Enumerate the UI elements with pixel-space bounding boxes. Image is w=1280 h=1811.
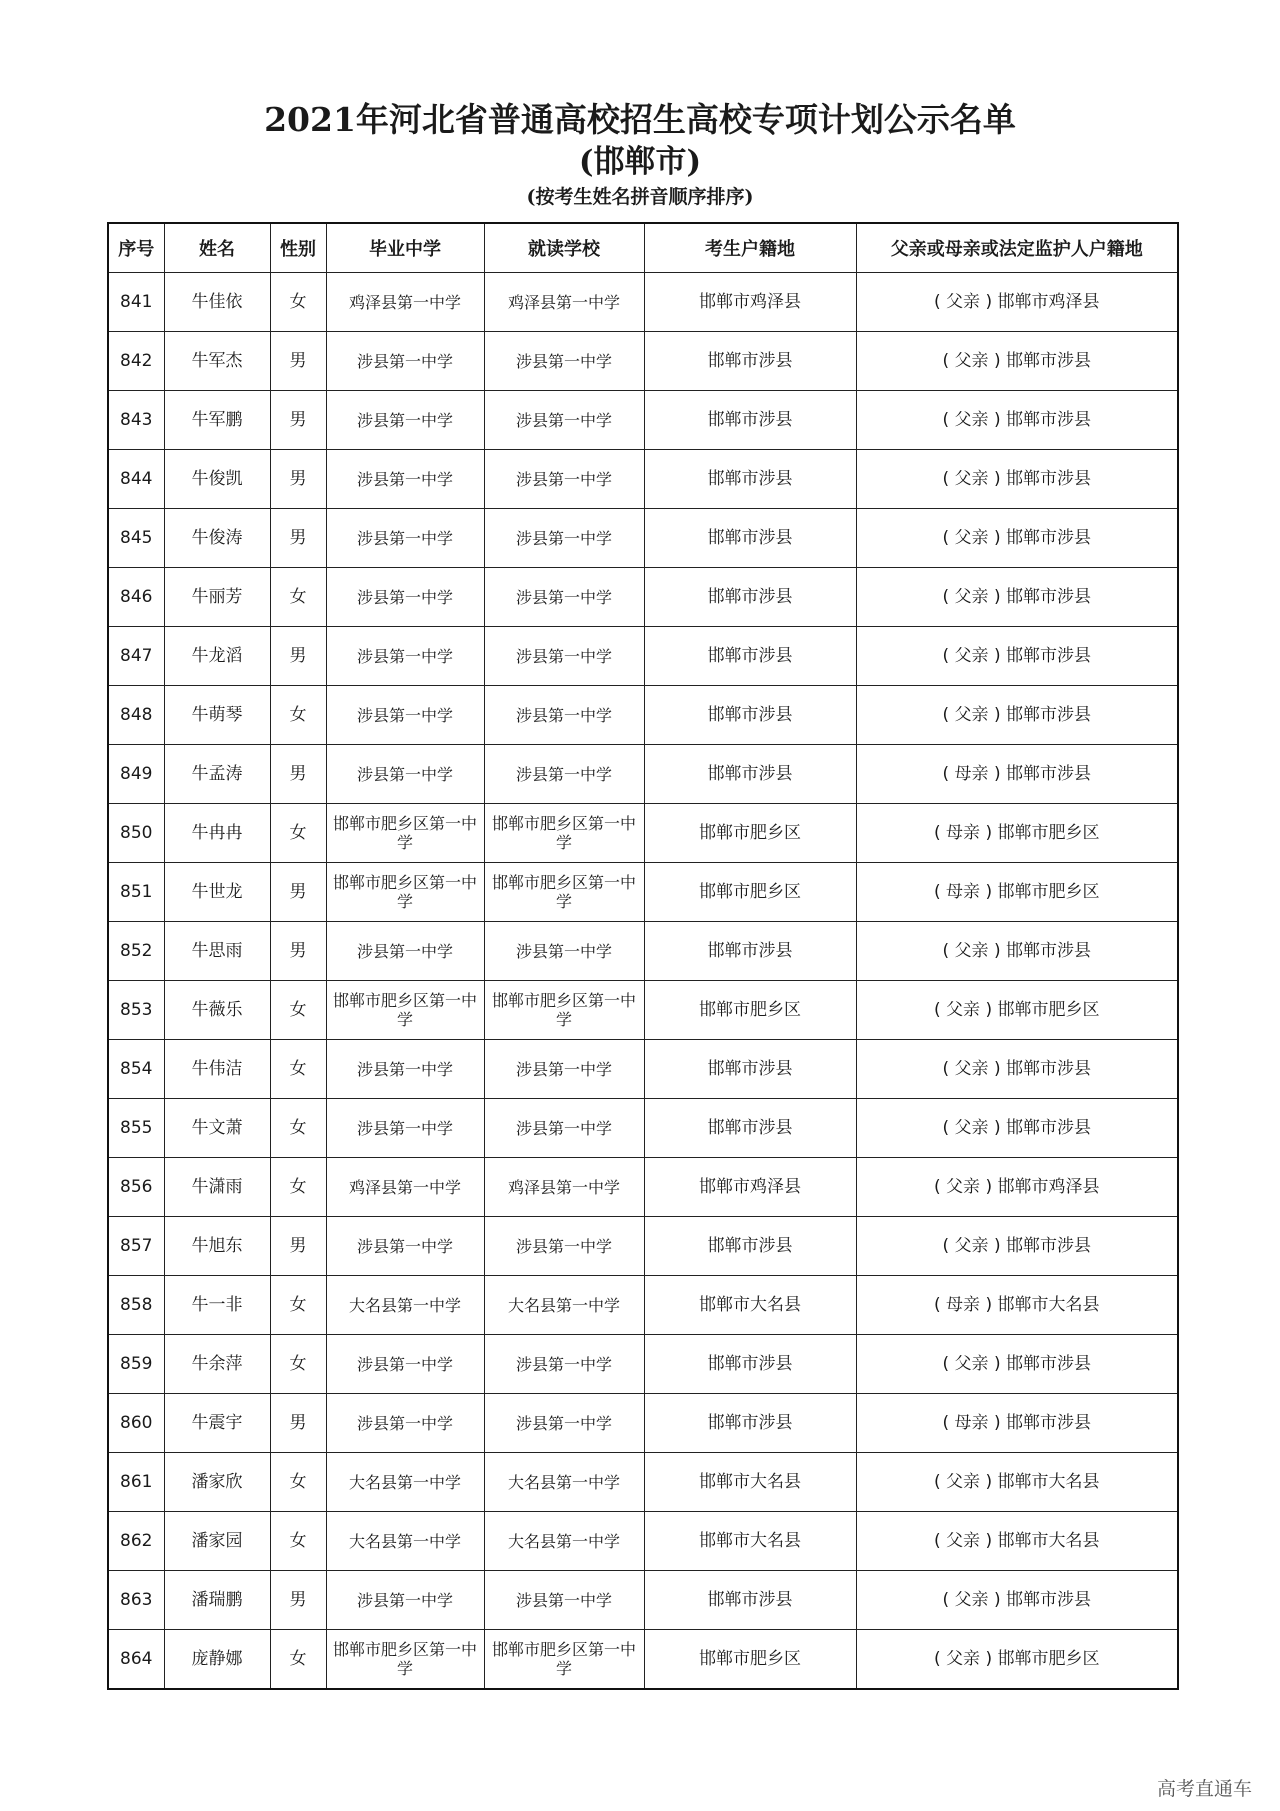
cell-name: 牛孟涛 (164, 745, 270, 804)
cell-guardian-hukou: ( 母亲 ) 邯郸市涉县 (856, 745, 1178, 804)
cell-no: 860 (108, 1394, 164, 1453)
cell-no: 842 (108, 332, 164, 391)
cell-guardian-hukou: ( 父亲 ) 邯郸市大名县 (856, 1453, 1178, 1512)
cell-current-school: 鸡泽县第一中学 (484, 273, 644, 332)
cell-name: 牛佳依 (164, 273, 270, 332)
cell-grad-school: 涉县第一中学 (326, 450, 484, 509)
cell-name: 牛俊涛 (164, 509, 270, 568)
table-row (108, 391, 1178, 450)
cell-current-school: 涉县第一中学 (484, 1099, 644, 1158)
cell-grad-school: 涉县第一中学 (326, 1394, 484, 1453)
cell-guardian-hukou: ( 父亲 ) 邯郸市涉县 (856, 922, 1178, 981)
cell-no: 848 (108, 686, 164, 745)
cell-guardian-hukou: ( 父亲 ) 邯郸市涉县 (856, 332, 1178, 391)
cell-no: 843 (108, 391, 164, 450)
cell-current-school: 涉县第一中学 (484, 509, 644, 568)
cell-hukou: 邯郸市鸡泽县 (644, 1158, 856, 1217)
table-row (108, 863, 1178, 922)
cell-name: 牛文萧 (164, 1099, 270, 1158)
column-header-grad-school: 毕业中学 (326, 223, 484, 273)
cell-current-school: 涉县第一中学 (484, 1394, 644, 1453)
cell-guardian-hukou: ( 父亲 ) 邯郸市涉县 (856, 509, 1178, 568)
table-row (108, 1099, 1178, 1158)
cell-hukou: 邯郸市涉县 (644, 1335, 856, 1394)
cell-gender: 女 (270, 981, 326, 1040)
cell-no: 850 (108, 804, 164, 863)
cell-no: 844 (108, 450, 164, 509)
cell-grad-school: 涉县第一中学 (326, 922, 484, 981)
cell-no: 854 (108, 1040, 164, 1099)
cell-name: 牛世龙 (164, 863, 270, 922)
cell-guardian-hukou: ( 父亲 ) 邯郸市涉县 (856, 1335, 1178, 1394)
cell-current-school: 邯郸市肥乡区第一中学 (484, 981, 644, 1040)
table-row (108, 745, 1178, 804)
cell-name: 牛萌琴 (164, 686, 270, 745)
cell-hukou: 邯郸市涉县 (644, 627, 856, 686)
cell-hukou: 邯郸市涉县 (644, 1040, 856, 1099)
cell-name: 牛旭东 (164, 1217, 270, 1276)
cell-gender: 女 (270, 1335, 326, 1394)
table-row (108, 1040, 1178, 1099)
cell-hukou: 邯郸市涉县 (644, 332, 856, 391)
cell-name: 牛军鹏 (164, 391, 270, 450)
cell-current-school: 涉县第一中学 (484, 332, 644, 391)
table-row (108, 981, 1178, 1040)
cell-grad-school: 涉县第一中学 (326, 745, 484, 804)
cell-grad-school: 涉县第一中学 (326, 1571, 484, 1630)
cell-grad-school: 涉县第一中学 (326, 627, 484, 686)
table-row (108, 922, 1178, 981)
cell-current-school: 涉县第一中学 (484, 450, 644, 509)
cell-gender: 女 (270, 1512, 326, 1571)
cell-gender: 男 (270, 922, 326, 981)
cell-no: 862 (108, 1512, 164, 1571)
cell-grad-school: 大名县第一中学 (326, 1276, 484, 1335)
cell-hukou: 邯郸市大名县 (644, 1512, 856, 1571)
cell-current-school: 涉县第一中学 (484, 627, 644, 686)
table-row (108, 273, 1178, 332)
cell-current-school: 大名县第一中学 (484, 1276, 644, 1335)
cell-grad-school: 涉县第一中学 (326, 1040, 484, 1099)
table-row (108, 1571, 1178, 1630)
table-row (108, 450, 1178, 509)
cell-hukou: 邯郸市肥乡区 (644, 804, 856, 863)
cell-current-school: 涉县第一中学 (484, 1217, 644, 1276)
cell-guardian-hukou: ( 父亲 ) 邯郸市涉县 (856, 686, 1178, 745)
cell-no: 861 (108, 1453, 164, 1512)
cell-current-school: 涉县第一中学 (484, 745, 644, 804)
column-header-current-school: 就读学校 (484, 223, 644, 273)
cell-guardian-hukou: ( 父亲 ) 邯郸市涉县 (856, 627, 1178, 686)
cell-no: 852 (108, 922, 164, 981)
cell-name: 牛冉冉 (164, 804, 270, 863)
cell-no: 856 (108, 1158, 164, 1217)
cell-grad-school: 邯郸市肥乡区第一中学 (326, 1630, 484, 1690)
cell-no: 851 (108, 863, 164, 922)
document-subtitle: (邯郸市) (578, 144, 702, 180)
cell-gender: 女 (270, 1158, 326, 1217)
cell-name: 牛思雨 (164, 922, 270, 981)
cell-no: 841 (108, 273, 164, 332)
table-row (108, 332, 1178, 391)
sort-note: (按考生姓名拼音顺序排序) (526, 186, 754, 208)
cell-guardian-hukou: ( 母亲 ) 邯郸市肥乡区 (856, 804, 1178, 863)
column-header-hukou: 考生户籍地 (644, 223, 856, 273)
cell-hukou: 邯郸市鸡泽县 (644, 273, 856, 332)
table-row (108, 1158, 1178, 1217)
roster-table (107, 222, 1179, 1690)
cell-name: 牛薇乐 (164, 981, 270, 1040)
cell-guardian-hukou: ( 父亲 ) 邯郸市涉县 (856, 450, 1178, 509)
cell-grad-school: 涉县第一中学 (326, 509, 484, 568)
cell-guardian-hukou: ( 父亲 ) 邯郸市大名县 (856, 1512, 1178, 1571)
table-row (108, 509, 1178, 568)
cell-current-school: 涉县第一中学 (484, 1335, 644, 1394)
cell-current-school: 涉县第一中学 (484, 391, 644, 450)
cell-name: 牛龙滔 (164, 627, 270, 686)
cell-name: 潘家园 (164, 1512, 270, 1571)
cell-name: 潘瑞鹏 (164, 1571, 270, 1630)
cell-name: 牛震宇 (164, 1394, 270, 1453)
column-header-no: 序号 (108, 223, 164, 273)
cell-current-school: 大名县第一中学 (484, 1512, 644, 1571)
cell-no: 859 (108, 1335, 164, 1394)
cell-hukou: 邯郸市涉县 (644, 1217, 856, 1276)
table-row (108, 568, 1178, 627)
document-title: 2021年河北省普通高校招生高校专项计划公示名单 (264, 100, 1016, 139)
table-row (108, 1394, 1178, 1453)
cell-hukou: 邯郸市肥乡区 (644, 863, 856, 922)
cell-hukou: 邯郸市涉县 (644, 745, 856, 804)
cell-grad-school: 鸡泽县第一中学 (326, 1158, 484, 1217)
cell-hukou: 邯郸市肥乡区 (644, 981, 856, 1040)
cell-no: 857 (108, 1217, 164, 1276)
column-header-name: 姓名 (164, 223, 270, 273)
column-header-guardian-hukou: 父亲或母亲或法定监护人户籍地 (856, 223, 1178, 273)
cell-no: 864 (108, 1630, 164, 1690)
cell-name: 牛丽芳 (164, 568, 270, 627)
table-body (108, 273, 1178, 1690)
cell-guardian-hukou: ( 父亲 ) 邯郸市肥乡区 (856, 1630, 1178, 1690)
cell-gender: 女 (270, 1453, 326, 1512)
cell-gender: 男 (270, 391, 326, 450)
cell-hukou: 邯郸市涉县 (644, 568, 856, 627)
cell-gender: 女 (270, 686, 326, 745)
cell-guardian-hukou: ( 父亲 ) 邯郸市鸡泽县 (856, 1158, 1178, 1217)
cell-current-school: 涉县第一中学 (484, 1571, 644, 1630)
cell-guardian-hukou: ( 父亲 ) 邯郸市涉县 (856, 568, 1178, 627)
cell-gender: 男 (270, 450, 326, 509)
table-row (108, 804, 1178, 863)
table-row (108, 1335, 1178, 1394)
cell-grad-school: 邯郸市肥乡区第一中学 (326, 804, 484, 863)
cell-no: 849 (108, 745, 164, 804)
cell-guardian-hukou: ( 父亲 ) 邯郸市涉县 (856, 1040, 1178, 1099)
cell-hukou: 邯郸市肥乡区 (644, 1630, 856, 1690)
cell-current-school: 邯郸市肥乡区第一中学 (484, 804, 644, 863)
cell-name: 庞静娜 (164, 1630, 270, 1690)
cell-current-school: 邯郸市肥乡区第一中学 (484, 1630, 644, 1690)
cell-name: 牛潇雨 (164, 1158, 270, 1217)
cell-gender: 女 (270, 1099, 326, 1158)
table-row (108, 1217, 1178, 1276)
cell-gender: 男 (270, 332, 326, 391)
table-row (108, 1276, 1178, 1335)
cell-guardian-hukou: ( 父亲 ) 邯郸市涉县 (856, 391, 1178, 450)
cell-gender: 男 (270, 1394, 326, 1453)
cell-no: 845 (108, 509, 164, 568)
cell-grad-school: 鸡泽县第一中学 (326, 273, 484, 332)
cell-gender: 男 (270, 863, 326, 922)
cell-guardian-hukou: ( 父亲 ) 邯郸市涉县 (856, 1217, 1178, 1276)
cell-name: 牛俊凯 (164, 450, 270, 509)
cell-gender: 男 (270, 1571, 326, 1630)
cell-no: 855 (108, 1099, 164, 1158)
cell-grad-school: 邯郸市肥乡区第一中学 (326, 981, 484, 1040)
cell-grad-school: 涉县第一中学 (326, 1335, 484, 1394)
table-header (108, 223, 1178, 273)
table-row (108, 1630, 1178, 1690)
cell-gender: 女 (270, 568, 326, 627)
cell-gender: 男 (270, 745, 326, 804)
cell-hukou: 邯郸市涉县 (644, 922, 856, 981)
cell-guardian-hukou: ( 父亲 ) 邯郸市涉县 (856, 1099, 1178, 1158)
cell-hukou: 邯郸市大名县 (644, 1276, 856, 1335)
cell-no: 846 (108, 568, 164, 627)
cell-hukou: 邯郸市大名县 (644, 1453, 856, 1512)
cell-grad-school: 涉县第一中学 (326, 1099, 484, 1158)
cell-gender: 女 (270, 1276, 326, 1335)
cell-gender: 女 (270, 804, 326, 863)
cell-grad-school: 邯郸市肥乡区第一中学 (326, 863, 484, 922)
cell-current-school: 鸡泽县第一中学 (484, 1158, 644, 1217)
column-header-gender: 性别 (270, 223, 326, 273)
cell-grad-school: 大名县第一中学 (326, 1453, 484, 1512)
cell-current-school: 涉县第一中学 (484, 686, 644, 745)
cell-name: 牛军杰 (164, 332, 270, 391)
cell-guardian-hukou: ( 母亲 ) 邯郸市涉县 (856, 1394, 1178, 1453)
cell-guardian-hukou: ( 母亲 ) 邯郸市肥乡区 (856, 863, 1178, 922)
cell-name: 潘家欣 (164, 1453, 270, 1512)
cell-guardian-hukou: ( 父亲 ) 邯郸市涉县 (856, 1571, 1178, 1630)
cell-grad-school: 涉县第一中学 (326, 391, 484, 450)
cell-gender: 女 (270, 273, 326, 332)
cell-grad-school: 涉县第一中学 (326, 568, 484, 627)
cell-current-school: 邯郸市肥乡区第一中学 (484, 863, 644, 922)
cell-hukou: 邯郸市涉县 (644, 686, 856, 745)
cell-gender: 男 (270, 509, 326, 568)
cell-hukou: 邯郸市涉县 (644, 1099, 856, 1158)
cell-gender: 女 (270, 1040, 326, 1099)
cell-name: 牛伟洁 (164, 1040, 270, 1099)
table-row (108, 686, 1178, 745)
cell-gender: 男 (270, 627, 326, 686)
cell-guardian-hukou: ( 父亲 ) 邯郸市肥乡区 (856, 981, 1178, 1040)
cell-grad-school: 涉县第一中学 (326, 332, 484, 391)
cell-hukou: 邯郸市涉县 (644, 1394, 856, 1453)
table-row (108, 1453, 1178, 1512)
cell-current-school: 涉县第一中学 (484, 922, 644, 981)
cell-name: 牛一非 (164, 1276, 270, 1335)
cell-current-school: 涉县第一中学 (484, 1040, 644, 1099)
cell-gender: 男 (270, 1217, 326, 1276)
cell-name: 牛余萍 (164, 1335, 270, 1394)
header-row (108, 223, 1178, 273)
table-row (108, 627, 1178, 686)
cell-hukou: 邯郸市涉县 (644, 1571, 856, 1630)
cell-no: 847 (108, 627, 164, 686)
cell-current-school: 大名县第一中学 (484, 1453, 644, 1512)
cell-guardian-hukou: ( 母亲 ) 邯郸市大名县 (856, 1276, 1178, 1335)
table-row (108, 1512, 1178, 1571)
cell-grad-school: 涉县第一中学 (326, 686, 484, 745)
watermark: 高考直通车 (1156, 1778, 1252, 1800)
cell-no: 863 (108, 1571, 164, 1630)
cell-no: 853 (108, 981, 164, 1040)
cell-hukou: 邯郸市涉县 (644, 450, 856, 509)
cell-gender: 女 (270, 1630, 326, 1690)
cell-grad-school: 涉县第一中学 (326, 1217, 484, 1276)
cell-guardian-hukou: ( 父亲 ) 邯郸市鸡泽县 (856, 273, 1178, 332)
cell-hukou: 邯郸市涉县 (644, 391, 856, 450)
cell-grad-school: 大名县第一中学 (326, 1512, 484, 1571)
cell-no: 858 (108, 1276, 164, 1335)
cell-current-school: 涉县第一中学 (484, 568, 644, 627)
cell-hukou: 邯郸市涉县 (644, 509, 856, 568)
